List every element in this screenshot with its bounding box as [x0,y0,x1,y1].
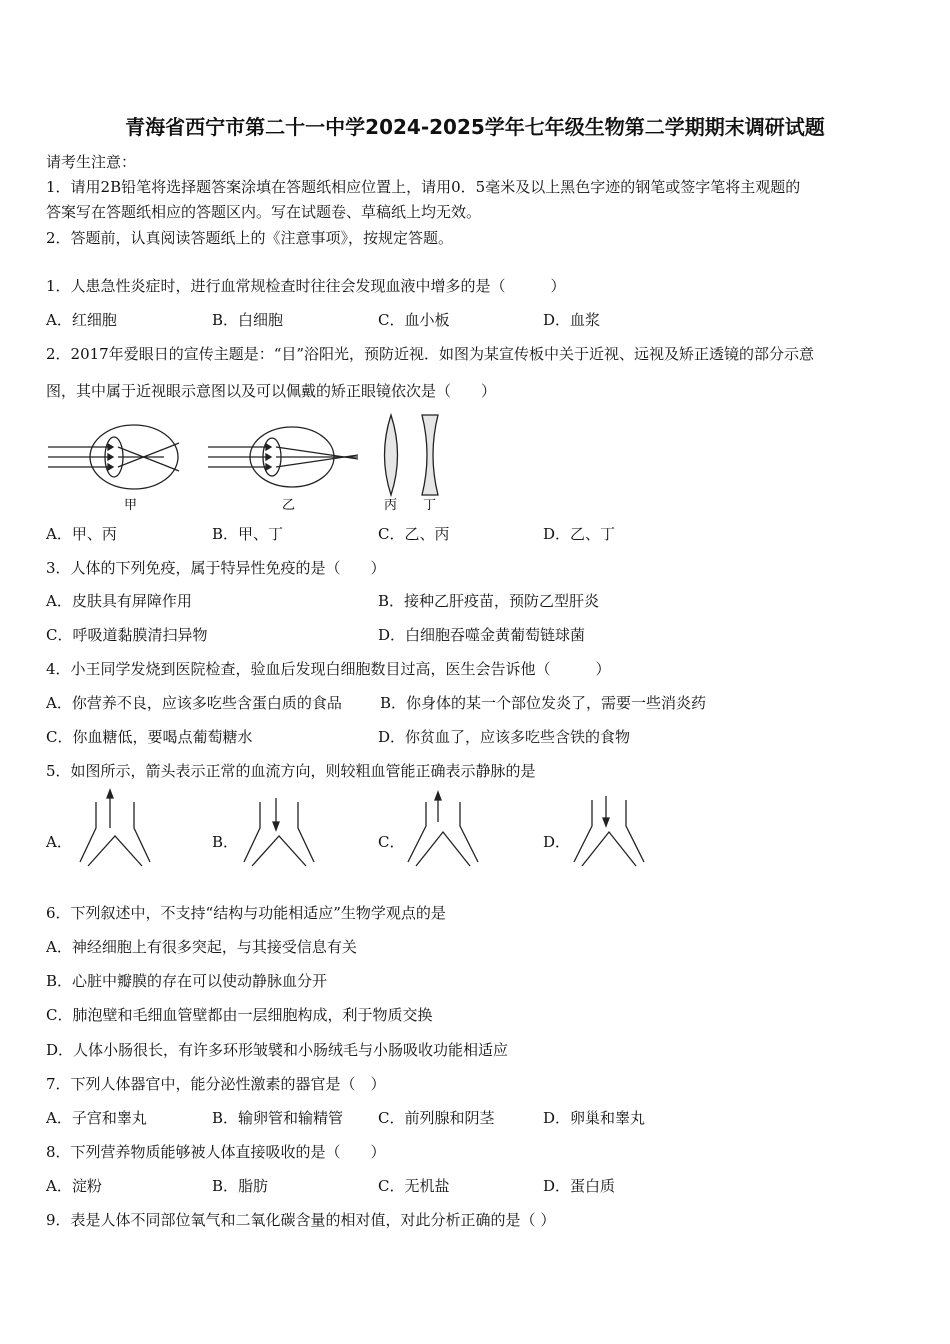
q1-option-b: B．白细胞 [212,311,284,329]
q6-option-c: C．肺泡壁和毛细血管壁都由一层细胞构成，利于物质交换 [46,1006,433,1024]
q6-stem: 6．下列叙述中，不支持“结构与功能相适应”生物学观点的是 [46,904,446,922]
q3-stem: 3．人体的下列免疫，属于特异性免疫的是（ ） [46,559,386,577]
q2-label-bing: 丙 [384,498,398,513]
notice-line-2: 2．答题前，认真阅读答题纸上的《注意事项》，按规定答题。 [46,229,454,247]
notice-line-1a: 1．请用2B铅笔将选择题答案涂填在答题纸相应位置上，请用0．5毫米及以上黑色字迹的钢笔或签字笔将主观题的 [46,178,801,196]
q2-label-ding: 丁 [423,498,437,513]
q2-eye-lens-figure [46,413,506,513]
page-title: 青海省西宁市第二十一中学2024-2025学年七年级生物第二学期期末调研试题 [125,115,825,139]
q5-vessel-figure-c [408,788,478,868]
q3-option-c: C．呼吸道黏膜清扫异物 [46,626,208,644]
q7-option-b: B．输卵管和输精管 [212,1109,344,1127]
q2-option-d: D．乙、丁 [543,525,616,543]
q4-option-d: D．你贫血了，应该多吃些含铁的食物 [378,728,631,746]
q5-option-c: C． [378,833,405,851]
notice-heading: 请考生注意： [46,153,137,171]
q4-option-a: A．你营养不良，应该多吃些含蛋白质的食品 [46,694,342,712]
q2-option-a: A．甲、丙 [46,525,117,543]
q7-stem: 7．下列人体器官中，能分泌性激素的器官是（ ） [46,1075,386,1093]
q5-vessel-figure-d [574,788,644,868]
q2-label-jia: 甲 [124,498,138,513]
q2-stem-line-1: 2．2017年爱眼日的宣传主题是：“目”浴阳光，预防近视．如图为某宣传板中关于近视、远视及矫正透镜的部分示意 [46,345,815,363]
q2-stem-line-2: 图，其中属于近视眼示意图以及可以佩戴的矫正眼镜依次是（ ） [46,382,497,400]
q1-option-c: C．血小板 [378,311,450,329]
q3-option-a: A．皮肤具有屏障作用 [46,592,192,610]
q6-option-b: B．心脏中瓣膜的存在可以使动静脉血分开 [46,972,328,990]
q5-option-a: A． [46,833,72,851]
q8-stem: 8．下列营养物质能够被人体直接吸收的是（ ） [46,1143,386,1161]
q5-vessel-figure-b [244,788,314,868]
q2-option-c: C．乙、丙 [378,525,450,543]
q1-option-d: D．血浆 [543,311,601,329]
q7-option-a: A．子宫和睾丸 [46,1109,147,1127]
q7-option-d: D．卵巢和睾丸 [543,1109,646,1127]
q8-option-b: B．脂肪 [212,1177,269,1195]
q5-option-d: D． [543,833,571,851]
q2-label-yi: 乙 [282,498,296,513]
q3-option-d: D．白细胞吞噬金黄葡萄链球菌 [378,626,586,644]
q8-option-d: D．蛋白质 [543,1177,616,1195]
q4-stem: 4．小王同学发烧到医院检查，验血后发现白细胞数目过高，医生会告诉他（ ） [46,660,611,678]
q2-option-b: B．甲、丁 [212,525,284,543]
q7-option-c: C．前列腺和阴茎 [378,1109,495,1127]
q9-stem: 9．表是人体不同部位氧气和二氧化碳含量的相对值，对此分析正确的是（ ） [46,1211,556,1229]
q5-option-b: B． [212,833,239,851]
q5-stem: 5．如图所示，箭头表示正常的血流方向，则较粗血管能正确表示静脉的是 [46,762,536,780]
q6-option-d: D．人体小肠很长，有许多环形皱襞和小肠绒毛与小肠吸收功能相适应 [46,1041,509,1059]
q1-option-a: A．红细胞 [46,311,117,329]
q8-option-c: C．无机盐 [378,1177,450,1195]
notice-line-1b: 答案写在答题纸相应的答题区内。写在试题卷、草稿纸上均无效。 [46,203,482,221]
q3-option-b: B．接种乙肝疫苗，预防乙型肝炎 [378,592,600,610]
q4-option-b: B．你身体的某一个部位发炎了，需要一些消炎药 [380,694,707,712]
q5-vessel-figure-a [80,788,150,868]
q1-stem: 1．人患急性炎症时，进行血常规检查时往往会发现血液中增多的是（ ） [46,277,566,295]
q8-option-a: A．淀粉 [46,1177,102,1195]
q6-option-a: A．神经细胞上有很多突起，与其接受信息有关 [46,938,357,956]
q4-option-c: C．你血糖低，要喝点葡萄糖水 [46,728,253,746]
